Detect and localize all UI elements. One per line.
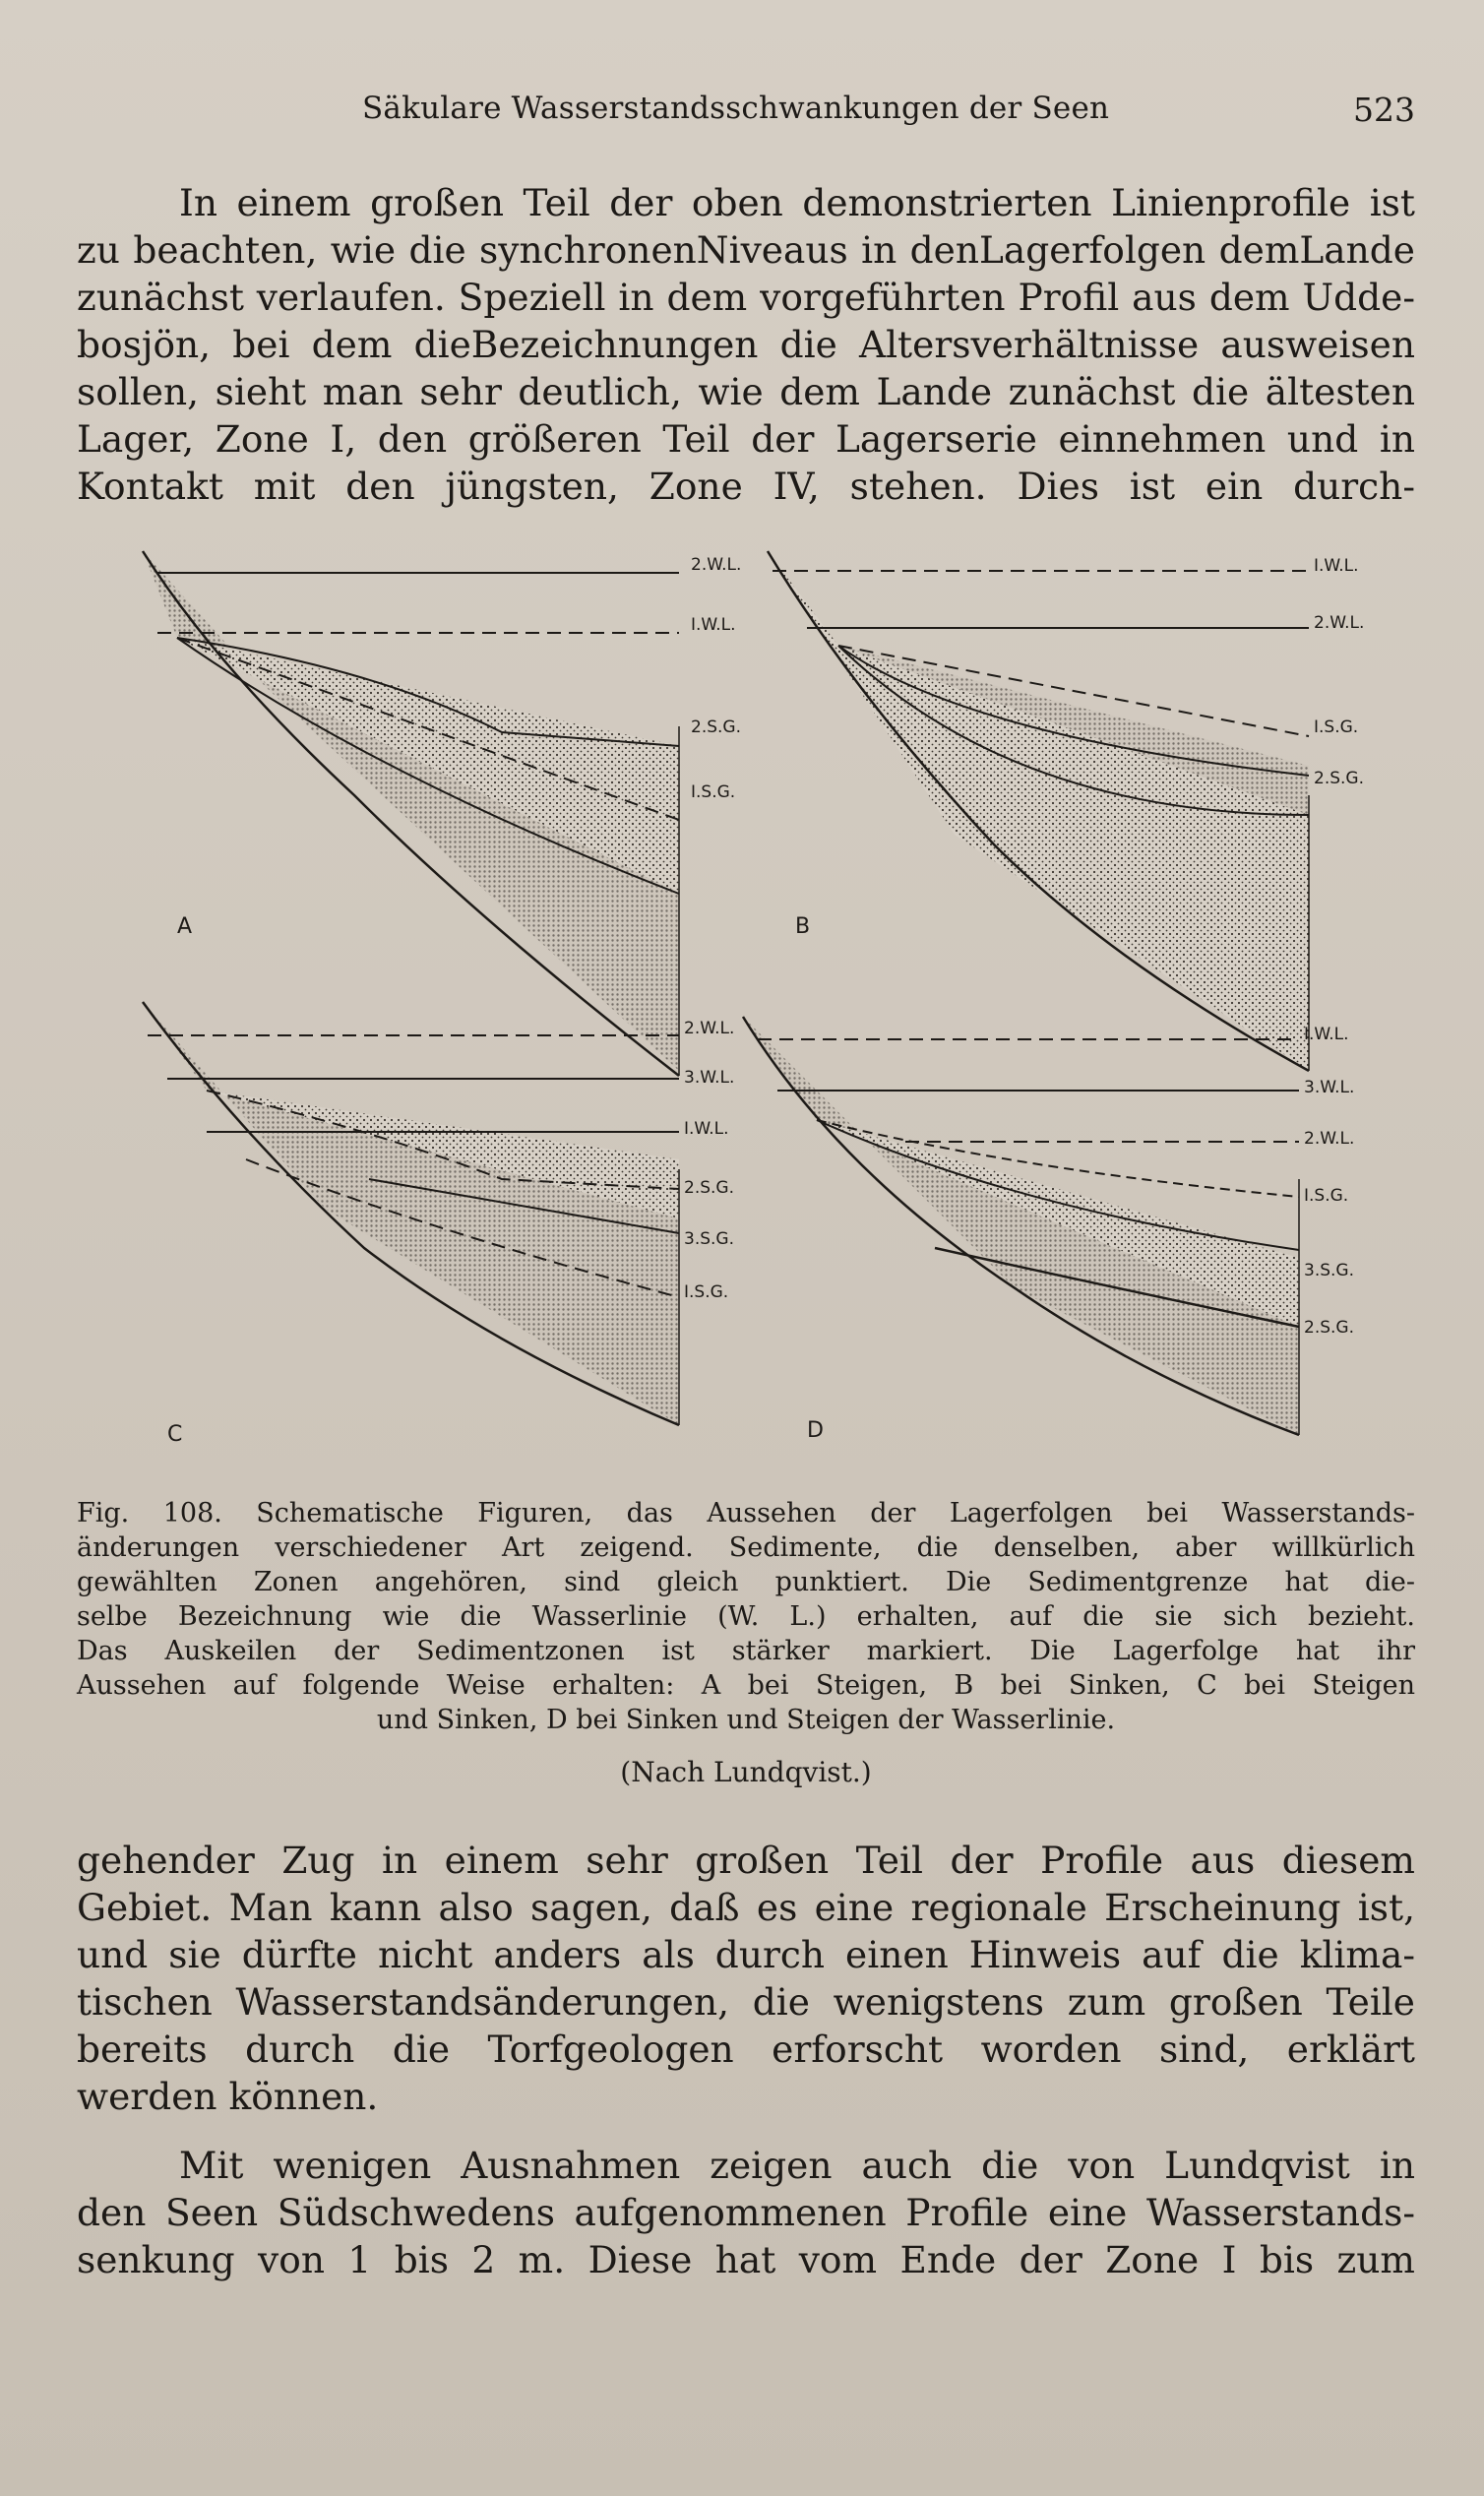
panel-c bbox=[143, 1002, 734, 1447]
panel-b bbox=[768, 551, 1364, 1071]
panel-a bbox=[143, 551, 741, 1076]
caption-source: (Nach Lundqvist.) bbox=[620, 1756, 872, 1788]
caption-line: selbe Bezeichnung wie die Wasserlinie (W. L.) erhalten, auf die sie sich bezieht. bbox=[77, 1601, 1415, 1632]
text-line: den Seen Südschwedens aufgenommenen Profile eine Wasserstands- bbox=[77, 2191, 1415, 2234]
caption-line: gewählten Zonen angehören, sind gleich punktiert. Die Sedimentgrenze hat die- bbox=[77, 1567, 1415, 1597]
panel-label: A bbox=[177, 914, 193, 939]
panel-label: C bbox=[167, 1422, 183, 1447]
line-label: 2.S.G. bbox=[1304, 1318, 1354, 1338]
line-label: 2.S.G. bbox=[684, 1178, 734, 1198]
line-label: 3.W.L. bbox=[684, 1068, 735, 1088]
figure-caption bbox=[77, 1496, 1415, 1737]
caption-line: Fig. 108. Schematische Figuren, das Aussehen der Lagerfolgen bei Wasserstands- bbox=[77, 1498, 1415, 1529]
line-label: 2.W.L. bbox=[1304, 1129, 1355, 1149]
running-title: Säkulare Wasserstandsschwankungen der Seen bbox=[362, 91, 1110, 126]
caption-line: und Sinken, D bei Sinken und Steigen der Wasserlinie. bbox=[376, 1705, 1116, 1735]
text-line: gehender Zug in einem sehr großen Teil der Profile aus diesem bbox=[77, 1839, 1415, 1882]
line-label: 3.W.L. bbox=[1304, 1078, 1355, 1097]
line-label: I.W.L. bbox=[1314, 556, 1359, 576]
line-label: I.S.G. bbox=[1304, 1186, 1349, 1206]
line-label: I.S.G. bbox=[684, 1282, 729, 1302]
sediment-zone-lower bbox=[143, 1002, 679, 1425]
line-label: 2.W.L. bbox=[1314, 613, 1365, 633]
text-line: bereits durch die Torfgeologen erforscht worden sind, erklärt bbox=[77, 2028, 1415, 2071]
line-label: 2.S.G. bbox=[1314, 769, 1364, 788]
paragraph-intro bbox=[77, 179, 1415, 510]
text-line: werden können. bbox=[77, 2075, 379, 2118]
text-line: zunächst verlaufen. Speziell in dem vorgeführten Profil aus dem Udde- bbox=[77, 276, 1415, 319]
line-label: 2.W.L. bbox=[691, 555, 742, 575]
text-line: tischen Wasserstandsänderungen, die wenigstens zum großen Teile bbox=[77, 1980, 1415, 2024]
page-header bbox=[77, 91, 1415, 140]
text-line: und sie dürfte nicht anders als durch einen Hinweis auf die klima- bbox=[77, 1933, 1415, 1976]
caption-line: Das Auskeilen der Sedimentzonen ist stärker markiert. Die Lagerfolge hat ihr bbox=[77, 1636, 1415, 1666]
figure-108 bbox=[128, 539, 1365, 1465]
page-number: 523 bbox=[1353, 91, 1415, 129]
line-label: I.W.L. bbox=[691, 615, 736, 635]
text-line: bosjön, bei dem dieBezeichnungen die Altersverhältnisse ausweisen bbox=[77, 323, 1415, 366]
text-line: zu beachten, wie die synchronenNiveaus in denLagerfolgen demLande bbox=[77, 228, 1415, 272]
line-label: I.S.G. bbox=[1314, 718, 1359, 737]
panel-label: B bbox=[795, 914, 811, 939]
sediment-zone-upper bbox=[177, 638, 679, 894]
sediment-profile-diagram bbox=[128, 539, 1365, 1465]
line-label: 3.S.G. bbox=[1304, 1261, 1354, 1280]
panel-label: D bbox=[807, 1418, 824, 1443]
line-label: I.W.L. bbox=[684, 1119, 729, 1139]
sediment-zone-lower bbox=[743, 1017, 1299, 1435]
line-label: I.S.G. bbox=[691, 782, 736, 802]
text-line: Kontakt mit den jüngsten, Zone IV, stehen. Dies ist ein durch- bbox=[77, 465, 1415, 508]
text-line: sollen, sieht man sehr deutlich, wie dem Lande zunächst die ältesten bbox=[77, 370, 1415, 413]
caption-line: Aussehen auf folgende Weise erhalten: A bei Steigen, B bei Sinken, C bei Steigen bbox=[77, 1670, 1415, 1701]
text-line: In einem großen Teil der oben demonstrierten Linienprofile ist bbox=[179, 181, 1415, 224]
text-line: Mit wenigen Ausnahmen zeigen auch die von Lundqvist in bbox=[179, 2144, 1415, 2187]
line-label: I.W.L. bbox=[1304, 1025, 1349, 1044]
caption-line: änderungen verschiedener Art zeigend. Sedimente, die denselben, aber willkürlich bbox=[77, 1532, 1415, 1563]
text-line: senkung von 1 bis 2 m. Diese hat vom Ende der Zone I bis zum bbox=[77, 2238, 1415, 2281]
line-label: 2.W.L. bbox=[684, 1019, 735, 1038]
paragraph-continuation bbox=[77, 1837, 1415, 2120]
line-label: 2.S.G. bbox=[691, 718, 741, 737]
text-line: Lager, Zone I, den größeren Teil der Lagerserie einnehmen und in bbox=[77, 417, 1415, 461]
panel-d bbox=[743, 1017, 1354, 1443]
paragraph-lundqvist bbox=[77, 2142, 1415, 2283]
line-label: 3.S.G. bbox=[684, 1229, 734, 1249]
text-line: Gebiet. Man kann also sagen, daß es eine regionale Erscheinung ist, bbox=[77, 1886, 1415, 1929]
